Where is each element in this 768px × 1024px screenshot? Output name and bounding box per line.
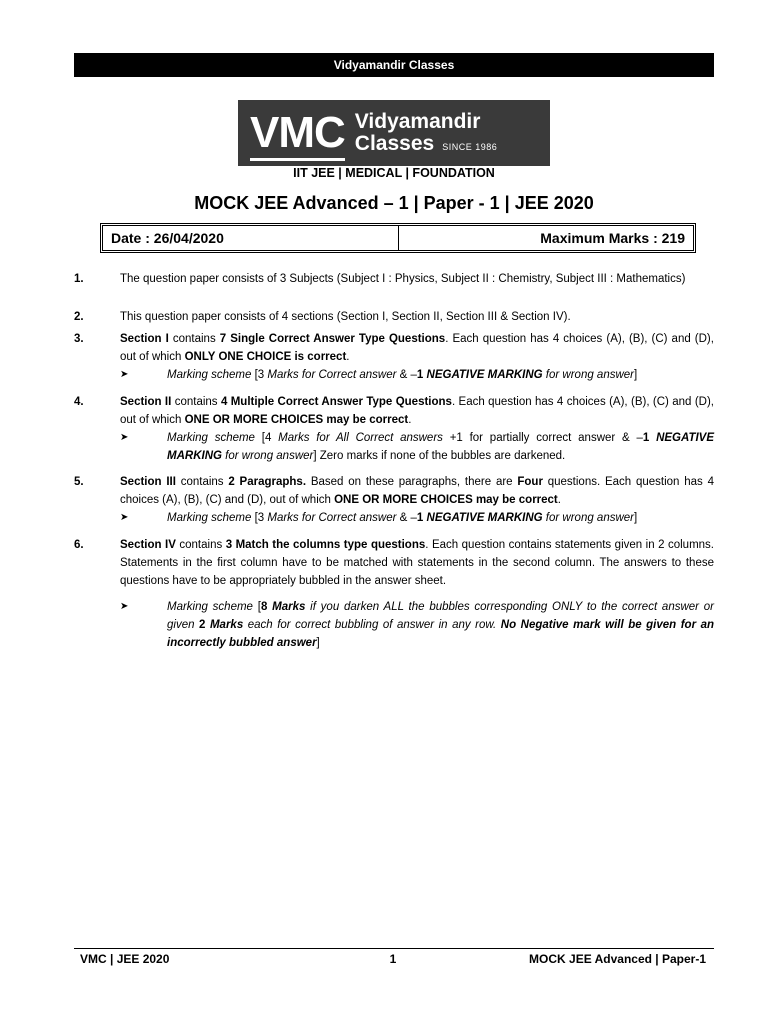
- paper-title: MOCK JEE Advanced – 1 | Paper - 1 | JEE 2020: [194, 193, 594, 213]
- text-run: ONLY ONE CHOICE is correct: [184, 351, 347, 363]
- header-title: Vidyamandir Classes: [333, 58, 455, 72]
- text-run: contains: [171, 396, 221, 408]
- logo-short: [250, 108, 345, 157]
- date-text: Date : 26/04/2020: [111, 230, 224, 246]
- text-run: Section II: [120, 396, 172, 408]
- text-run: Marking scheme: [167, 369, 252, 381]
- text-run: .: [557, 494, 561, 506]
- text-run: questions. Each question has 4 choices (A), (B), (C) and (D), out of which: [120, 476, 714, 506]
- footer-left: VMC | JEE 2020: [80, 952, 170, 966]
- text-run: 8: [260, 601, 273, 613]
- text-run: Marks for Correct answer: [267, 512, 397, 524]
- text-run: .: [408, 414, 412, 426]
- logo-short-text: VMC: [250, 108, 345, 157]
- text-run: for wrong answer: [542, 369, 635, 381]
- text-run: No Negative mark will be given for an incorrectly bubbled answer: [167, 619, 715, 649]
- instruction-text: [120, 308, 714, 326]
- text-run: This question paper consists of 4 sections (Section I, Section II, Section III & Section IV).: [120, 311, 571, 323]
- text-run: 1: [642, 432, 650, 444]
- max-marks-text: Maximum Marks : 219: [540, 230, 685, 246]
- text-run: for wrong answer: [221, 450, 314, 462]
- logo-line1: Vidyamandir: [354, 109, 481, 133]
- text-run: . Each question has 4 choices (A), (B), (C) and (D), out of which: [120, 396, 714, 426]
- marking-scheme: [120, 509, 714, 527]
- text-run: Marks for Correct answer: [267, 369, 397, 381]
- marking-scheme-text: [167, 509, 714, 527]
- text-run: contains: [175, 539, 226, 551]
- text-run: Marks for All Correct answers: [278, 432, 443, 444]
- header-bar: [74, 53, 714, 77]
- text-run: [3: [251, 512, 268, 524]
- instruction-text: [120, 473, 714, 509]
- marking-scheme-text: [167, 366, 714, 384]
- text-run: contains: [168, 333, 220, 345]
- instruction-item: [74, 473, 714, 527]
- text-run: Marks: [209, 619, 244, 631]
- instruction-item: [74, 393, 714, 465]
- text-run: Section IV: [120, 539, 176, 551]
- text-run: ]: [316, 637, 320, 649]
- footer-right: MOCK JEE Advanced | Paper-1: [529, 952, 706, 966]
- text-run: Marking scheme: [167, 432, 255, 444]
- text-run: NEGATIVE MARKING: [167, 432, 715, 462]
- instruction-text: [120, 393, 714, 429]
- text-run: Section III: [120, 476, 176, 488]
- text-run: Marking scheme: [167, 512, 252, 524]
- text-run: ]: [634, 369, 638, 381]
- instruction-item: [74, 536, 714, 652]
- text-run: for wrong answer: [542, 512, 635, 524]
- text-run: .: [346, 351, 350, 363]
- text-run: & –: [396, 369, 417, 381]
- logo-line2: Classes: [354, 132, 435, 155]
- text-run: ONE OR MORE CHOICES may be correct: [334, 494, 558, 506]
- text-run: each for correct bubbling of answer in any row.: [243, 619, 501, 631]
- marking-scheme-text: [167, 429, 714, 465]
- logo-underline: [250, 158, 345, 161]
- instruction-item: [74, 270, 714, 288]
- footer-rule: [74, 948, 714, 949]
- marking-scheme: [120, 429, 714, 465]
- text-run: The question paper consists of 3 Subjects (Subject I : Physics, Subject II : Chemistry, Subject III : Mathematics): [120, 273, 686, 285]
- instruction-item: [74, 308, 714, 326]
- text-run: 7 Single Correct Answer Type Questions: [219, 333, 446, 345]
- arrowhead-bullet-icon: ➤: [120, 512, 129, 523]
- instruction-number: 4.: [74, 396, 84, 408]
- arrowhead-bullet-icon: ➤: [120, 432, 129, 443]
- logo-since: SINCE 1986: [442, 142, 498, 152]
- text-run: 4 Multiple Correct Answer Type Questions: [220, 396, 452, 408]
- text-run: & –: [396, 512, 417, 524]
- instruction-number: 2.: [74, 311, 84, 323]
- text-run: Four: [517, 476, 543, 488]
- page-number: 1: [389, 952, 397, 966]
- marking-scheme: [120, 598, 714, 652]
- text-run: ] Zero marks if none of the bubbles are darkened.: [313, 450, 566, 462]
- text-run: NEGATIVE MARKING: [426, 512, 543, 524]
- arrowhead-bullet-icon: ➤: [120, 369, 129, 380]
- text-run: +1 for partially correct answer & –: [442, 432, 643, 444]
- text-run: ONE OR MORE CHOICES may be correct: [184, 414, 409, 426]
- text-run: 1: [416, 512, 424, 524]
- instruction-number: 3.: [74, 333, 84, 345]
- logo-name: [355, 111, 497, 155]
- page-footer: [80, 952, 706, 966]
- text-run: Marks: [272, 601, 306, 613]
- text-run: 2: [199, 619, 210, 631]
- max-marks-cell: [399, 226, 694, 250]
- text-run: 2 Paragraphs.: [228, 476, 307, 488]
- date-cell: [103, 226, 399, 250]
- instruction-text: [120, 270, 714, 288]
- marking-scheme-text: [167, 598, 714, 652]
- text-run: [3: [251, 369, 268, 381]
- info-table: [102, 225, 694, 251]
- instruction-text: [120, 330, 714, 366]
- text-run: NEGATIVE MARKING: [426, 369, 543, 381]
- logo-tagline: IIT JEE | MEDICAL | FOUNDATION: [293, 166, 495, 180]
- text-run: contains: [175, 476, 229, 488]
- text-run: 3 Match the columns type questions: [225, 539, 426, 551]
- text-run: Marking scheme: [167, 601, 253, 613]
- text-run: . Each question contains statements given in 2 columns. Statements in the first column have to be matched with statements in the second column. The answers to these questions have to be appropriately bubbled in the answer sheet.: [120, 539, 714, 587]
- instruction-item: [74, 330, 714, 384]
- instruction-number: 1.: [74, 273, 84, 285]
- text-run: ]: [634, 512, 638, 524]
- text-run: Section I: [120, 333, 169, 345]
- vmc-logo: [238, 100, 550, 166]
- text-run: if you darken ALL the bubbles corresponding ONLY to the correct answer or given: [167, 601, 715, 631]
- arrowhead-bullet-icon: ➤: [120, 601, 129, 612]
- text-run: 1: [416, 369, 424, 381]
- text-run: [: [252, 601, 261, 613]
- instruction-text: [120, 536, 714, 590]
- text-run: [4: [254, 432, 279, 444]
- text-run: Based on these paragraphs, there are: [306, 476, 518, 488]
- instruction-number: 6.: [74, 539, 84, 551]
- text-run: . Each question has 4 choices (A), (B), (C) and (D), out of which: [120, 333, 714, 363]
- instruction-number: 5.: [74, 476, 84, 488]
- marking-scheme: [120, 366, 714, 384]
